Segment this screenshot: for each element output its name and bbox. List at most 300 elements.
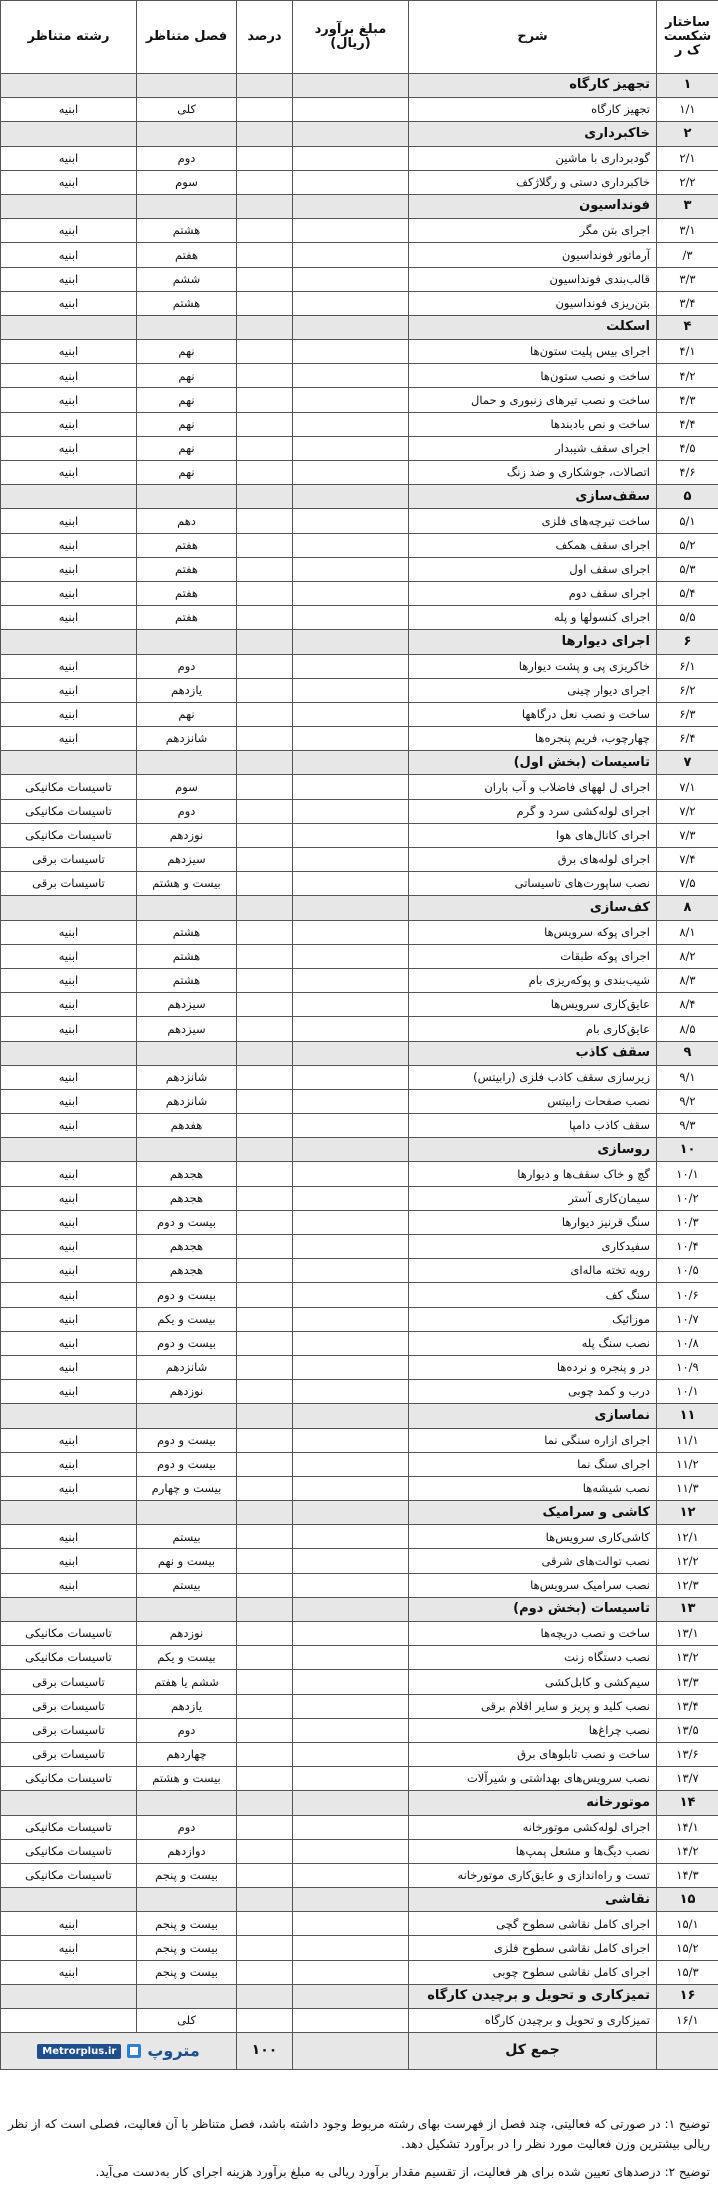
item-chapter: یازدهم	[137, 678, 237, 702]
table-row	[1, 533, 718, 557]
item-cost	[293, 702, 409, 726]
logo-site-badge: Metrorplus.ir	[37, 2044, 121, 2059]
item-percent	[237, 727, 293, 751]
item-field: ابنیه	[1, 654, 137, 678]
item-description: تمیزکاری و تحویل و برچیدن کارگاه	[409, 2009, 657, 2033]
item-chapter: دوم	[137, 146, 237, 170]
item-description: نصب چراغ‌ها	[409, 1718, 657, 1742]
item-percent	[237, 993, 293, 1017]
item-cost	[293, 1622, 409, 1646]
item-percent	[237, 1452, 293, 1476]
item-chapter: کلی	[137, 98, 237, 122]
item-description: تست و راه‌اندازی و عایق‌کاری موتورخانه	[409, 1863, 657, 1887]
item-percent	[237, 436, 293, 460]
section-empty-cell	[237, 1791, 293, 1815]
table-row	[1, 799, 718, 823]
item-description: اجرای ل لههای فاضلاب و آب باران	[409, 775, 657, 799]
section-empty-cell	[237, 896, 293, 920]
item-description: اجرای کنسولها و پله	[409, 606, 657, 630]
item-percent	[237, 267, 293, 291]
section-empty-cell	[237, 1041, 293, 1065]
item-field: ابنیه	[1, 1089, 137, 1113]
item-field: ابنیه	[1, 1186, 137, 1210]
item-code: ۷/۲	[657, 799, 718, 823]
item-cost	[293, 1186, 409, 1210]
item-field: تاسیسات مکانیکی	[1, 1622, 137, 1646]
item-code: ۱۰/۲	[657, 1186, 718, 1210]
item-description: خاکریزی پی و پشت دیوارها	[409, 654, 657, 678]
item-percent	[237, 1283, 293, 1307]
item-cost	[293, 1428, 409, 1452]
item-field: ابنیه	[1, 1114, 137, 1138]
item-cost	[293, 412, 409, 436]
item-field: ابنیه	[1, 678, 137, 702]
section-row	[1, 1404, 718, 1428]
item-description: کاشی‌کاری سرویس‌ها	[409, 1525, 657, 1549]
item-description: نصب صفحات رابیتس	[409, 1089, 657, 1113]
item-chapter: بیست و دوم	[137, 1283, 237, 1307]
item-percent	[237, 1670, 293, 1694]
table-row	[1, 1210, 718, 1234]
item-percent	[237, 1694, 293, 1718]
item-percent	[237, 654, 293, 678]
item-chapter: بیست و چهارم	[137, 1476, 237, 1500]
section-empty-cell	[293, 1501, 409, 1525]
item-field: ابنیه	[1, 291, 137, 315]
item-field: ابنیه	[1, 1210, 137, 1234]
item-code: ۱۰/۱	[657, 1380, 718, 1404]
item-percent	[237, 1114, 293, 1138]
section-empty-cell	[137, 194, 237, 218]
item-code: ۹/۲	[657, 1089, 718, 1113]
item-description: ساخت تیرچه‌های فلزی	[409, 509, 657, 533]
table-row	[1, 1742, 718, 1766]
item-chapter: نهم	[137, 702, 237, 726]
item-percent	[237, 1549, 293, 1573]
item-field: ابنیه	[1, 1259, 137, 1283]
item-code: ۱۵/۲	[657, 1936, 718, 1960]
item-code: ۵/۲	[657, 533, 718, 557]
item-percent	[237, 461, 293, 485]
item-cost	[293, 1912, 409, 1936]
item-percent	[237, 412, 293, 436]
item-description: عایق‌کاری بام	[409, 1017, 657, 1041]
table-row	[1, 291, 718, 315]
item-code: ۲/۱	[657, 146, 718, 170]
table-row	[1, 581, 718, 605]
item-code: ۸/۲	[657, 944, 718, 968]
table-row	[1, 1549, 718, 1573]
item-percent	[237, 1259, 293, 1283]
item-code: ۶/۴	[657, 727, 718, 751]
section-empty-cell	[237, 194, 293, 218]
item-cost	[293, 1017, 409, 1041]
item-cost	[293, 920, 409, 944]
item-percent	[237, 2009, 293, 2033]
item-field: ابنیه	[1, 1162, 137, 1186]
item-code: ۱۴/۲	[657, 1839, 718, 1863]
table-row	[1, 1476, 718, 1500]
logo-word: متروپ	[147, 2041, 200, 2061]
item-description: سقف کاذب دامپا	[409, 1114, 657, 1138]
section-row	[1, 1041, 718, 1065]
item-description: سفیدکاری	[409, 1235, 657, 1259]
table-row	[1, 436, 718, 460]
item-cost	[293, 1210, 409, 1234]
item-description: ساخت و نصب نعل درگاهها	[409, 702, 657, 726]
item-cost	[293, 581, 409, 605]
item-chapter: نوزدهم	[137, 1380, 237, 1404]
table-row	[1, 1307, 718, 1331]
item-chapter: شانزدهم	[137, 1355, 237, 1379]
section-title: اجرای دیوارها	[409, 630, 657, 654]
item-cost	[293, 799, 409, 823]
table-row	[1, 1380, 718, 1404]
section-empty-cell	[1, 315, 137, 339]
section-number: ۶	[657, 630, 718, 654]
item-code: ۱/۱	[657, 98, 718, 122]
item-code: ۱۲/۲	[657, 1549, 718, 1573]
item-percent	[237, 1162, 293, 1186]
section-number: ۷	[657, 751, 718, 775]
item-cost	[293, 968, 409, 992]
section-number: ۲	[657, 122, 718, 146]
item-field: ابنیه	[1, 920, 137, 944]
table-row	[1, 461, 718, 485]
section-empty-cell	[1, 122, 137, 146]
section-empty-cell	[293, 1041, 409, 1065]
item-percent	[237, 1525, 293, 1549]
item-field: تاسیسات مکانیکی	[1, 1767, 137, 1791]
item-description: نصب سنگ پله	[409, 1331, 657, 1355]
table-row	[1, 98, 718, 122]
item-description: سنگ قرنیز دیوارها	[409, 1210, 657, 1234]
item-cost	[293, 1863, 409, 1887]
table-row	[1, 1017, 718, 1041]
item-percent	[237, 1960, 293, 1984]
item-percent	[237, 1573, 293, 1597]
section-row	[1, 1984, 718, 2008]
section-empty-cell	[137, 896, 237, 920]
table-row	[1, 1114, 718, 1138]
item-chapter: نهم	[137, 388, 237, 412]
item-percent	[237, 1210, 293, 1234]
table-header-row	[1, 1, 718, 74]
table-row	[1, 727, 718, 751]
item-field: تاسیسات برقی	[1, 1670, 137, 1694]
section-row	[1, 896, 718, 920]
item-field: ابنیه	[1, 557, 137, 581]
item-cost	[293, 509, 409, 533]
item-percent	[237, 533, 293, 557]
item-chapter: بیست و پنجم	[137, 1912, 237, 1936]
item-cost	[293, 388, 409, 412]
item-code: ۷/۱	[657, 775, 718, 799]
item-code: ۱۰/۸	[657, 1331, 718, 1355]
section-empty-cell	[1, 1138, 137, 1162]
section-row	[1, 1138, 718, 1162]
item-percent	[237, 170, 293, 194]
table-row	[1, 1573, 718, 1597]
item-percent	[237, 509, 293, 533]
item-cost	[293, 170, 409, 194]
section-empty-cell	[293, 485, 409, 509]
section-number: ۱۵	[657, 1888, 718, 1912]
section-number: ۱۱	[657, 1404, 718, 1428]
item-percent	[237, 1380, 293, 1404]
table-row	[1, 1670, 718, 1694]
table-row	[1, 267, 718, 291]
item-chapter: بیست و دوم	[137, 1210, 237, 1234]
item-description: بتن‌ریزی فونداسیون	[409, 291, 657, 315]
item-field: ابنیه	[1, 1960, 137, 1984]
section-empty-cell	[237, 74, 293, 98]
item-percent	[237, 219, 293, 243]
item-cost	[293, 944, 409, 968]
item-field	[1, 2009, 137, 2033]
item-code: ۱۵/۱	[657, 1912, 718, 1936]
section-title: سقف‌سازی	[409, 485, 657, 509]
item-code: ۴/۳	[657, 388, 718, 412]
item-description: اجرای کانال‌های هوا	[409, 823, 657, 847]
item-description: درب و کمد چوبی	[409, 1380, 657, 1404]
item-cost	[293, 1235, 409, 1259]
section-empty-cell	[293, 896, 409, 920]
item-code: ۳/۴	[657, 291, 718, 315]
section-empty-cell	[1, 74, 137, 98]
item-chapter: سوم	[137, 170, 237, 194]
item-chapter: یازدهم	[137, 1694, 237, 1718]
table-row	[1, 219, 718, 243]
item-code: ۵/۳	[657, 557, 718, 581]
item-percent	[237, 557, 293, 581]
item-description: قالب‌بندی فونداسیون	[409, 267, 657, 291]
item-field: ابنیه	[1, 267, 137, 291]
item-code: ۳/۱	[657, 219, 718, 243]
table-row	[1, 1936, 718, 1960]
table-row	[1, 1186, 718, 1210]
item-description: نصب توالت‌های شرقی	[409, 1549, 657, 1573]
item-field: تاسیسات برقی	[1, 848, 137, 872]
total-empty-code	[657, 2033, 718, 2070]
item-chapter: هفتم	[137, 581, 237, 605]
section-number: ۳	[657, 194, 718, 218]
section-title: نماسازی	[409, 1404, 657, 1428]
item-chapter: هفدهم	[137, 1114, 237, 1138]
item-percent	[237, 1936, 293, 1960]
item-description: نصب دیگ‌ها و مشعل پمپ‌ها	[409, 1839, 657, 1863]
item-chapter: سیزدهم	[137, 993, 237, 1017]
section-empty-cell	[293, 1404, 409, 1428]
table-row	[1, 1960, 718, 1984]
item-code: ۱۳/۷	[657, 1767, 718, 1791]
section-title: کاشی و سرامیک	[409, 1501, 657, 1525]
item-percent	[237, 702, 293, 726]
item-field: ابنیه	[1, 1452, 137, 1476]
item-cost	[293, 340, 409, 364]
section-number: ۴	[657, 315, 718, 339]
item-chapter: بیست و یکم	[137, 1307, 237, 1331]
section-number: ۸	[657, 896, 718, 920]
item-description: اجرای سنگ نما	[409, 1452, 657, 1476]
item-chapter: هشتم	[137, 944, 237, 968]
item-cost	[293, 823, 409, 847]
item-field: ابنیه	[1, 1331, 137, 1355]
item-description: اجرای کامل نقاشی سطوح گچی	[409, 1912, 657, 1936]
item-field: ابنیه	[1, 1355, 137, 1379]
item-cost	[293, 1162, 409, 1186]
table-row	[1, 1839, 718, 1863]
section-title: نقاشی	[409, 1888, 657, 1912]
item-chapter: بیست و دوم	[137, 1331, 237, 1355]
section-empty-cell	[1, 1501, 137, 1525]
item-percent	[237, 1355, 293, 1379]
item-cost	[293, 1307, 409, 1331]
item-percent	[237, 823, 293, 847]
item-chapter: چهاردهم	[137, 1742, 237, 1766]
header-chapter: فصل متناظر	[137, 1, 237, 74]
item-cost	[293, 1380, 409, 1404]
item-cost	[293, 1331, 409, 1355]
section-empty-cell	[137, 1138, 237, 1162]
item-percent	[237, 1718, 293, 1742]
item-field: ابنیه	[1, 1525, 137, 1549]
item-cost	[293, 1694, 409, 1718]
table-row	[1, 1646, 718, 1670]
item-percent	[237, 872, 293, 896]
note-2: توضیح ۲: درصدهای تعیین شده برای هر فعالیت، از تقسیم مقدار برآورد ریالی به مبلغ برآورد هزینه اجرای کار به‌دست می‌آید.	[95, 2164, 710, 2179]
item-description: زیرسازی سقف کاذب فلزی (رابیتس)	[409, 1065, 657, 1089]
item-percent	[237, 1863, 293, 1887]
item-cost	[293, 1936, 409, 1960]
section-row	[1, 194, 718, 218]
item-description: اجرای بتن مگر	[409, 219, 657, 243]
section-empty-cell	[137, 1597, 237, 1621]
header-percent: درصد	[237, 1, 293, 74]
item-description: ساخت و نص بادبندها	[409, 412, 657, 436]
item-cost	[293, 606, 409, 630]
header-code: ساختار شکست ک ر	[657, 1, 718, 74]
item-chapter: بیست و دوم	[137, 1452, 237, 1476]
item-code: ۵/۱	[657, 509, 718, 533]
item-chapter: نهم	[137, 364, 237, 388]
item-description: اجرای پوکه سرویس‌ها	[409, 920, 657, 944]
item-description: آرماتور فونداسیون	[409, 243, 657, 267]
item-field: ابنیه	[1, 461, 137, 485]
section-empty-cell	[1, 194, 137, 218]
section-empty-cell	[137, 1041, 237, 1065]
item-description: رویه تخته ماله‌ای	[409, 1259, 657, 1283]
item-description: اجرای ازاره سنگی نما	[409, 1428, 657, 1452]
item-percent	[237, 1476, 293, 1500]
table-row	[1, 823, 718, 847]
item-description: عایق‌کاری سرویس‌ها	[409, 993, 657, 1017]
section-empty-cell	[237, 315, 293, 339]
section-empty-cell	[1, 1888, 137, 1912]
logo-mark-icon	[127, 2044, 141, 2058]
section-empty-cell	[293, 1888, 409, 1912]
section-empty-cell	[1, 630, 137, 654]
section-empty-cell	[237, 1984, 293, 2008]
item-chapter: هفتم	[137, 533, 237, 557]
item-cost	[293, 727, 409, 751]
item-cost	[293, 1452, 409, 1476]
item-percent	[237, 1622, 293, 1646]
item-description: سیمان‌کاری آستر	[409, 1186, 657, 1210]
table-body	[1, 74, 718, 2033]
item-field: ابنیه	[1, 1936, 137, 1960]
item-percent	[237, 799, 293, 823]
item-field: ابنیه	[1, 1307, 137, 1331]
item-field: تاسیسات مکانیکی	[1, 775, 137, 799]
header-field: رشته متناظر	[1, 1, 137, 74]
item-chapter: بیست و یکم	[137, 1646, 237, 1670]
item-cost	[293, 1670, 409, 1694]
section-empty-cell	[237, 1501, 293, 1525]
section-empty-cell	[1, 1041, 137, 1065]
section-row	[1, 315, 718, 339]
item-code: ۵/۴	[657, 581, 718, 605]
section-title: موتورخانه	[409, 1791, 657, 1815]
item-code: ۱۱/۳	[657, 1476, 718, 1500]
table-row	[1, 557, 718, 581]
item-chapter: هفتم	[137, 243, 237, 267]
item-chapter: دوازدهم	[137, 1839, 237, 1863]
item-field: ابنیه	[1, 1476, 137, 1500]
item-cost	[293, 1089, 409, 1113]
item-field: ابنیه	[1, 170, 137, 194]
item-chapter: شانزدهم	[137, 1089, 237, 1113]
item-field: ابنیه	[1, 243, 137, 267]
item-chapter: هجدهم	[137, 1259, 237, 1283]
item-field: ابنیه	[1, 1017, 137, 1041]
item-field: ابنیه	[1, 581, 137, 605]
item-description: نصب سرویس‌های بهداشتی و شیرآلات	[409, 1767, 657, 1791]
table-row	[1, 1259, 718, 1283]
item-field: ابنیه	[1, 340, 137, 364]
table-row	[1, 1283, 718, 1307]
section-empty-cell	[1, 1404, 137, 1428]
item-chapter: سیزدهم	[137, 848, 237, 872]
section-empty-cell	[237, 1597, 293, 1621]
note-1: توضیح ۱: در صورتی که فعالیتی، چند فصل از فهرست بهای رشته مربوط وجود داشته باشد، فصل متناظر با آن فعالیت، فصلی است که از نظر ریالی بیشترین وزن فعالیت مورد نظر را در برآورد تشکیل دهد.	[8, 2117, 710, 2151]
section-empty-cell	[293, 122, 409, 146]
item-cost	[293, 1549, 409, 1573]
section-row	[1, 485, 718, 509]
section-empty-cell	[1, 1984, 137, 2008]
item-percent	[237, 291, 293, 315]
item-field: ابنیه	[1, 219, 137, 243]
item-field: تاسیسات مکانیکی	[1, 799, 137, 823]
item-chapter: هفتم	[137, 557, 237, 581]
item-chapter: ششم یا هفتم	[137, 1670, 237, 1694]
section-empty-cell	[237, 1404, 293, 1428]
item-cost	[293, 1960, 409, 1984]
section-title: تاسیسات (بخش اول)	[409, 751, 657, 775]
section-number: ۱۶	[657, 1984, 718, 2008]
section-title: تاسیسات (بخش دوم)	[409, 1597, 657, 1621]
item-cost	[293, 678, 409, 702]
table-row	[1, 1694, 718, 1718]
item-code: ۱۴/۱	[657, 1815, 718, 1839]
item-percent	[237, 1767, 293, 1791]
item-code: ۱۱/۱	[657, 1428, 718, 1452]
item-description: سیم‌کشی و کابل‌کشی	[409, 1670, 657, 1694]
item-percent	[237, 581, 293, 605]
item-field: ابنیه	[1, 533, 137, 557]
item-chapter: هشتم	[137, 291, 237, 315]
section-title: روسازی	[409, 1138, 657, 1162]
